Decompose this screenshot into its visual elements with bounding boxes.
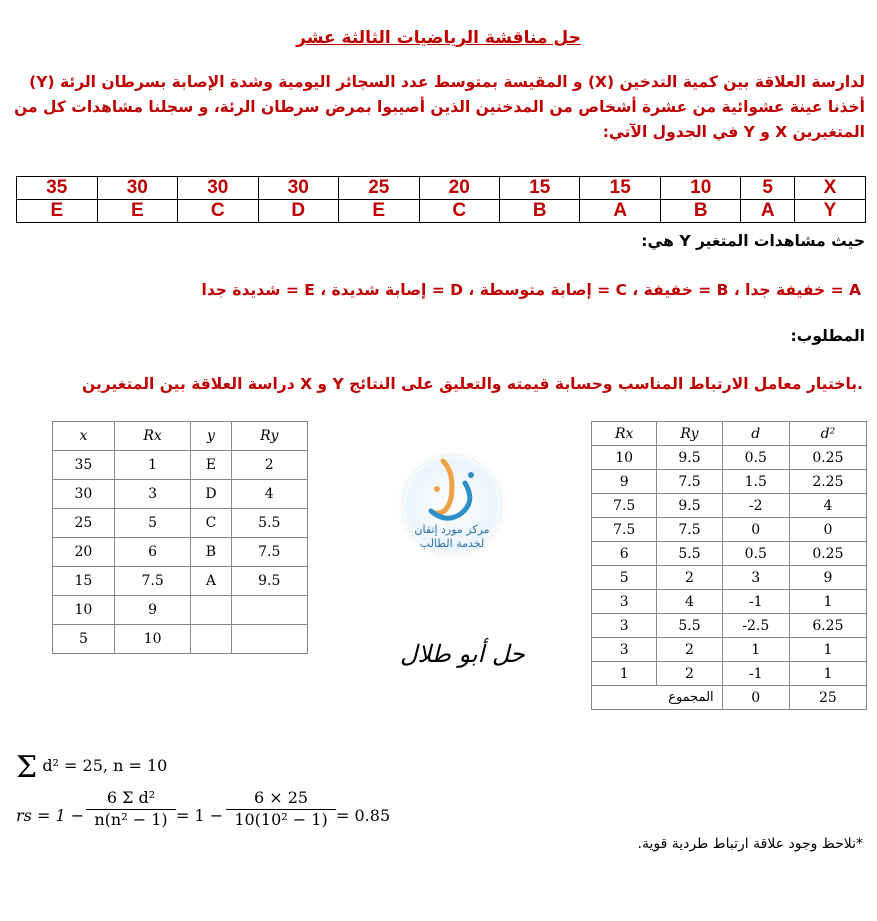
cell: 2 xyxy=(657,662,722,686)
result: = 0.85 xyxy=(336,806,391,825)
table-row xyxy=(592,590,867,614)
cell: 9 xyxy=(114,596,190,625)
logo xyxy=(385,443,519,577)
where-text: حيث مشاهدات المتغير Y هي: xyxy=(641,232,865,250)
ranking-header-row xyxy=(53,422,308,451)
spearman-formula xyxy=(16,788,436,838)
cell: 7.5 xyxy=(231,538,307,567)
cell: 5 xyxy=(114,509,190,538)
y-cell: A xyxy=(741,200,795,223)
cell: 4 xyxy=(789,494,866,518)
logo-line-1: مركز مورد إتقان xyxy=(414,523,490,536)
cell: 9.5 xyxy=(657,494,722,518)
col-d-header: d xyxy=(722,422,789,446)
cell: 35 xyxy=(53,451,115,480)
cell: 6.25 xyxy=(789,614,866,638)
cell: 1 xyxy=(114,451,190,480)
data-table xyxy=(16,176,866,223)
cell: 5.5 xyxy=(657,542,722,566)
cell: 5.5 xyxy=(657,614,722,638)
y-cell: A xyxy=(580,200,660,223)
table-row xyxy=(53,567,308,596)
equals-one-minus: = 1 − xyxy=(176,806,224,825)
difference-table xyxy=(591,421,867,710)
fraction-2 xyxy=(226,788,336,829)
y-cell: C xyxy=(419,200,499,223)
table-row xyxy=(592,494,867,518)
col-d2-header: d² xyxy=(789,422,866,446)
cell: 7.5 xyxy=(114,567,190,596)
y-row xyxy=(17,200,866,223)
cell: 9 xyxy=(789,566,866,590)
table-row xyxy=(592,638,867,662)
required-text: .باختيار معامل الارتباط المناسب وحسابة قيمته والتعليق على النتائج Y و X دراسة العلاقة بين المتغيرين xyxy=(82,375,863,393)
cell: 7.5 xyxy=(657,518,722,542)
intro-line-1: لدارسة العلاقة بين كمية التدخين (X) و المقيسة بمتوسط عدد السجائر اليومية وشدة الإصابة بسرطان الرئة (Y) xyxy=(29,73,865,91)
signature: حل أبو طلال xyxy=(400,640,525,668)
col-rx-header: Rx xyxy=(592,422,657,446)
cell: 25 xyxy=(53,509,115,538)
cell: 4 xyxy=(657,590,722,614)
page-title: حل مناقشة الرياضيات الثالثة عشر xyxy=(296,28,581,48)
col-y-header: y xyxy=(191,422,231,451)
table-row xyxy=(53,451,308,480)
cell: 6 xyxy=(114,538,190,567)
x-cell: 20 xyxy=(419,177,499,200)
cell: 5.5 xyxy=(231,509,307,538)
cell xyxy=(231,596,307,625)
cell: 20 xyxy=(53,538,115,567)
cell: 9.5 xyxy=(231,567,307,596)
x-cell: 5 xyxy=(741,177,795,200)
fraction-1 xyxy=(86,788,176,829)
cell: 0.5 xyxy=(722,542,789,566)
intro-line-2: أخذنا عينة عشوائية من عشرة أشخاص من المدخنين الذين أصيبوا بمرض سرطان الرئة، و سجلنا مشاهدات كل من xyxy=(14,98,865,116)
table-row xyxy=(592,470,867,494)
table-row xyxy=(592,542,867,566)
cell: 2 xyxy=(657,566,722,590)
total-d2: 25 xyxy=(789,686,866,710)
cell: 7.5 xyxy=(657,470,722,494)
cell: 0 xyxy=(789,518,866,542)
cell xyxy=(231,625,307,654)
col-ry-header: Ry xyxy=(231,422,307,451)
cell: 6 xyxy=(592,542,657,566)
x-cell: 30 xyxy=(258,177,338,200)
cell: 3 xyxy=(592,590,657,614)
table-row xyxy=(53,538,308,567)
denominator-2: 10(10² − 1) xyxy=(226,809,336,829)
total-d: 0 xyxy=(722,686,789,710)
y-cell: B xyxy=(499,200,579,223)
x-cell: 30 xyxy=(178,177,258,200)
cell: D xyxy=(191,480,231,509)
cell xyxy=(191,625,231,654)
cell: 7.5 xyxy=(592,518,657,542)
cell: 1 xyxy=(722,638,789,662)
cell: 3 xyxy=(722,566,789,590)
table-row xyxy=(53,480,308,509)
sum-formula xyxy=(16,750,167,785)
col-ry-header: Ry xyxy=(657,422,722,446)
table-row xyxy=(592,566,867,590)
y-cell: E xyxy=(339,200,419,223)
sum-line: d² = 25, n = 10 xyxy=(42,756,168,775)
x-cell: 15 xyxy=(499,177,579,200)
cell: 5 xyxy=(592,566,657,590)
cell: -2 xyxy=(722,494,789,518)
cell: 15 xyxy=(53,567,115,596)
cell: 10 xyxy=(592,446,657,470)
cell: A xyxy=(191,567,231,596)
x-row xyxy=(17,177,866,200)
cell: 4 xyxy=(231,480,307,509)
cell: 5 xyxy=(53,625,115,654)
y-cell: E xyxy=(17,200,98,223)
categories-line: A = خفيفة جدا ، B = خفيفة ، C = إصابة متوسطة ، D = إصابة شديدة ، E = شديدة جدا xyxy=(201,281,861,299)
cell: 0.5 xyxy=(722,446,789,470)
y-cell: B xyxy=(660,200,740,223)
intro-line-3: المتغيرين X و Y في الجدول الآتي: xyxy=(602,123,865,141)
cell: 1 xyxy=(592,662,657,686)
y-cell: D xyxy=(258,200,338,223)
denominator-1: n(n² − 1) xyxy=(86,809,176,829)
table-row xyxy=(592,518,867,542)
y-cell: E xyxy=(97,200,177,223)
total-label: المجموع xyxy=(592,686,723,710)
table-row xyxy=(53,509,308,538)
cell: E xyxy=(191,451,231,480)
cell: -1 xyxy=(722,662,789,686)
cell: 10 xyxy=(53,596,115,625)
required-label: المطلوب: xyxy=(790,327,865,345)
logo-line-2: لخدمة الطالب xyxy=(419,537,485,550)
total-row xyxy=(592,686,867,710)
cell: 3 xyxy=(114,480,190,509)
ranking-table xyxy=(52,421,308,654)
y-label-cell: Y xyxy=(795,200,866,223)
cell: 0.25 xyxy=(789,446,866,470)
rs-label: rs = 1 − xyxy=(16,806,85,825)
x-cell: 30 xyxy=(97,177,177,200)
table-row xyxy=(592,662,867,686)
x-cell: 10 xyxy=(660,177,740,200)
x-cell: 25 xyxy=(339,177,419,200)
col-rx-header: Rx xyxy=(114,422,190,451)
cell: B xyxy=(191,538,231,567)
cell: 0 xyxy=(722,518,789,542)
cell: 0.25 xyxy=(789,542,866,566)
table-row xyxy=(592,614,867,638)
col-x-header: x xyxy=(53,422,115,451)
numerator-2: 6 × 25 xyxy=(253,788,309,807)
cell: 1 xyxy=(789,590,866,614)
intro-paragraph xyxy=(15,70,865,145)
cell: 3 xyxy=(592,614,657,638)
logo-graphic xyxy=(385,443,519,577)
cell xyxy=(191,596,231,625)
cell: 3 xyxy=(592,638,657,662)
sigma-symbol: Σ xyxy=(16,750,38,785)
conclusion-note: *نلاحظ وجود علاقة ارتباط طردية قوية. xyxy=(637,836,863,852)
difference-header-row xyxy=(592,422,867,446)
cell: 9.5 xyxy=(657,446,722,470)
cell: 2.25 xyxy=(789,470,866,494)
x-cell: 15 xyxy=(580,177,660,200)
cell: 1 xyxy=(789,638,866,662)
cell: 7.5 xyxy=(592,494,657,518)
numerator-1: 6 Σ d² xyxy=(106,788,156,807)
table-row xyxy=(53,625,308,654)
x-cell: 35 xyxy=(17,177,98,200)
cell: C xyxy=(191,509,231,538)
cell: 2 xyxy=(231,451,307,480)
x-label-cell: X xyxy=(795,177,866,200)
y-cell: C xyxy=(178,200,258,223)
cell: -1 xyxy=(722,590,789,614)
cell: 30 xyxy=(53,480,115,509)
cell: 1.5 xyxy=(722,470,789,494)
cell: 1 xyxy=(789,662,866,686)
cell: 9 xyxy=(592,470,657,494)
cell: -2.5 xyxy=(722,614,789,638)
table-row xyxy=(592,446,867,470)
cell: 2 xyxy=(657,638,722,662)
table-row xyxy=(53,596,308,625)
cell: 10 xyxy=(114,625,190,654)
